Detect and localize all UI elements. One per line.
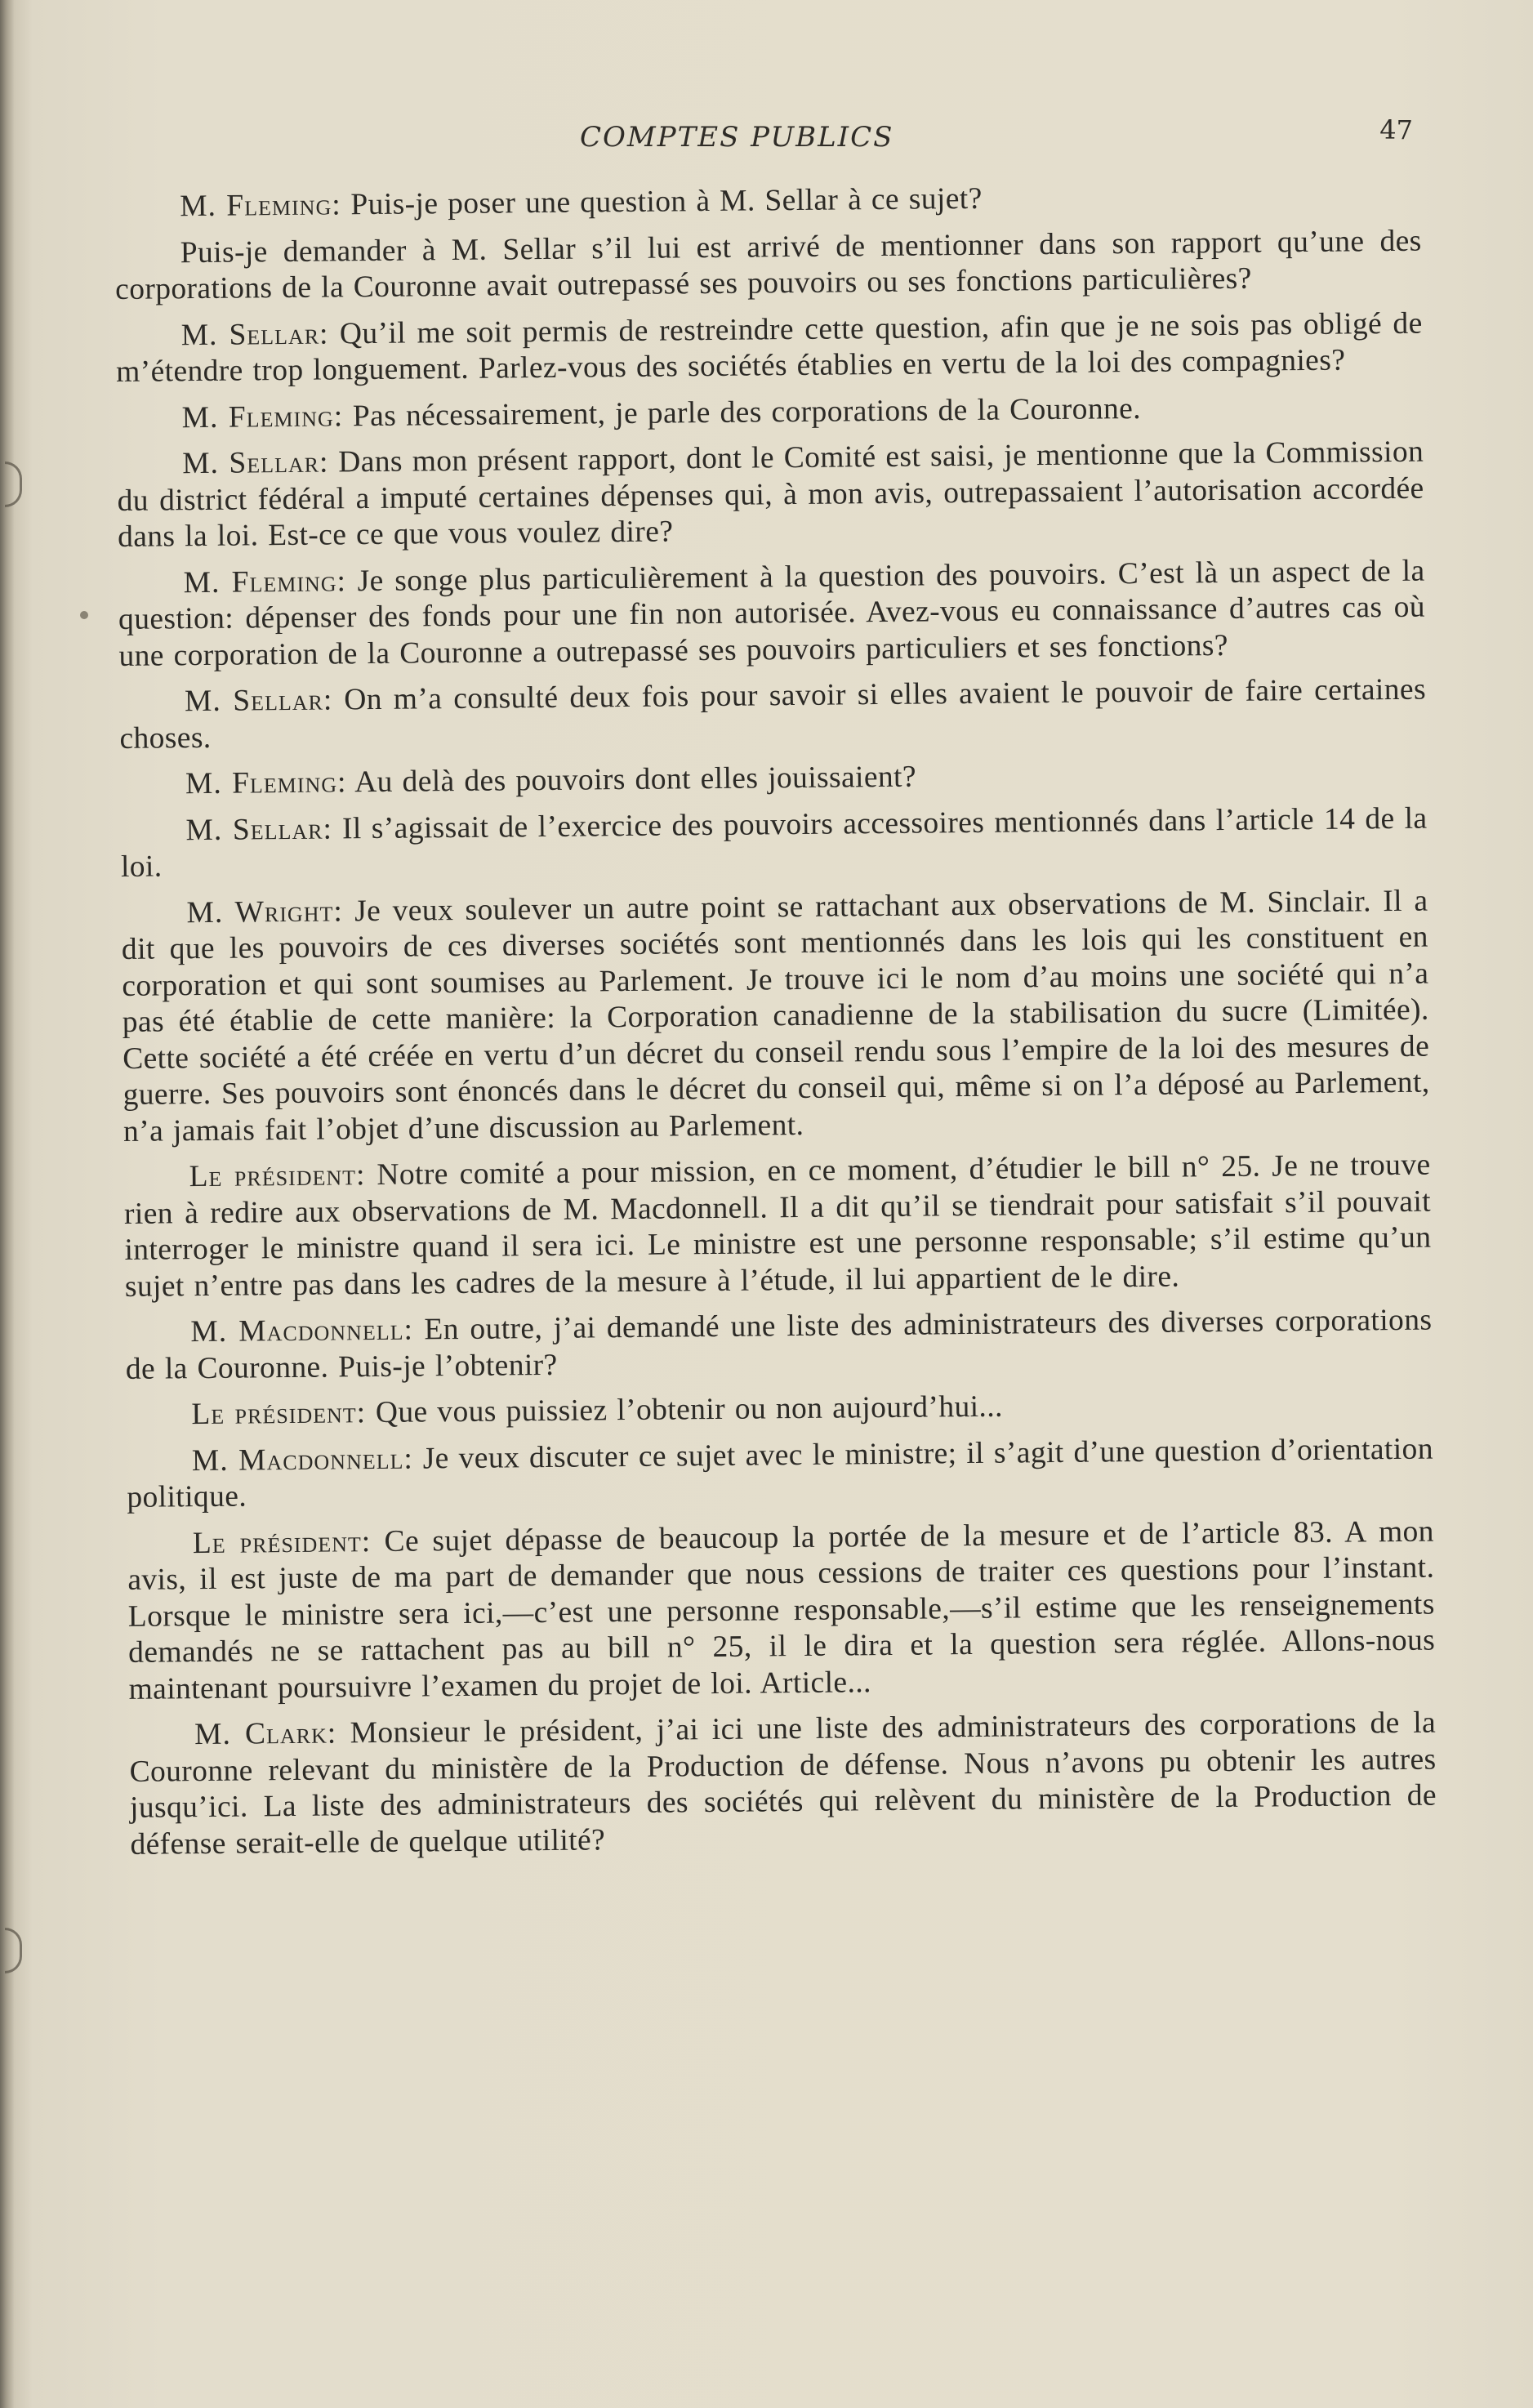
speaker-name: M. Sellar: (180, 316, 329, 352)
paragraph (119, 672, 1427, 757)
paper-speck (80, 611, 88, 619)
paragraph-text: Qu’il me soit permis de restreindre cette question, afin que je ne sois pas obligé de m’étendre trop longuement. Parlez-vous des sociétés établies en vertu de la loi des compagnies? (115, 306, 1423, 389)
paragraph-text: Dans mon présent rapport, dont le Comité est saisi, je mentionne que la Commission du district fédéral a imputé certaines dépenses qui, à mon avis, outrepassaient l’autorisation accordée dans la loi. Est-ce ce que vous voulez dire? (117, 435, 1424, 554)
speaker-name: M. Sellar: (185, 811, 333, 847)
paragraph (129, 1706, 1437, 1863)
paragraph-text: Monsieur le président, j’ai ici une liste des administrateurs des corporations de la Couronne relevant du ministère de la Production de défense. Nous n’avons pu obtenir les autres jusqu’ici. La liste des administrateurs des sociétés qui relèvent du ministère de la Production de défense serait-elle de quelque utilité? (129, 1706, 1437, 1862)
speaker-name: Le président: (192, 1524, 372, 1560)
transcript-body (114, 177, 1437, 1873)
page-number: 47 (1379, 114, 1413, 145)
speaker-name: M. Fleming: (181, 399, 344, 435)
paragraph-text: Je veux discuter ce sujet avec le ministre; il s’agit d’une question d’orientation politique. (127, 1432, 1434, 1514)
speaker-name: M. Macdonnell: (190, 1313, 414, 1349)
speaker-name: Le président: (189, 1158, 366, 1194)
paragraph-text: Notre comité a pour mission, en ce moment, d’étudier le bill n° 25. Je ne trouve rien à redire aux observations de M. Macdonnell. Il a dit qu’il se tiendrait pour satisfait s’il pouvait interroger le ministre quand il sera ici. Le ministre est une personne responsable; s’il estime qu’un sujet n’entre pas dans les cadres de la mesure à l’étude, il lui appartient de le dire. (123, 1148, 1432, 1304)
speaker-name: Le président: (191, 1396, 367, 1432)
speaker-name: M. Fleming: (185, 765, 347, 801)
paragraph-text: Au delà des pouvoirs dont elles jouissaient? (346, 760, 917, 800)
paragraph-text: Je veux soulever un autre point se rattachant aux observations de M. Sinclair. Il a dit que les pouvoirs de ces diverses sociétés sont mentionnés dans les lois qui les constituent en corporation et qui sont soumises au Parlement. Je trouve ici le nom d’au moins une société qui n’a pas été établie de cette manière: la Corporation canadienne de la stabilisation du sucre (Limitée). Cette société a été créée en vertu d’un décret du conseil rendu sous l’empire de la loi des mesures de guerre. Ses pouvoirs sont énoncés dans le décret du conseil qui, même si on l’a déposé au Parlement, n’a jamais fait l’objet d’une discussion au Parlement. (121, 884, 1430, 1148)
paragraph-text: Que vous puissiez l’obtenir ou non aujourd’hui... (365, 1389, 1003, 1430)
paragraph (114, 177, 1421, 226)
paragraph (115, 223, 1423, 308)
running-title: COMPTES PUBLICS (580, 121, 894, 154)
paragraph (120, 800, 1428, 885)
binding-ring-mark (5, 1928, 22, 1973)
speaker-name: M. Fleming: (180, 188, 341, 224)
paragraph-text: Puis-je demander à M. Sellar s’il lui est arrivé de mentionner dans son rapport qu’une des corporations de la Couronne avait outrepassé ses pouvoirs ou ses fonctions particulières? (114, 224, 1422, 306)
speaker-name: M. Fleming: (183, 564, 347, 600)
paragraph (118, 553, 1425, 675)
page-header (114, 114, 1413, 163)
speaker-name: M. Macdonnell: (191, 1442, 413, 1478)
speaker-name: M. Sellar: (184, 683, 333, 719)
speaker-name: M. Clark: (194, 1716, 337, 1752)
paragraph-text: Je songe plus particulièrement à la question des pouvoirs. C’est là un aspect de la question: dépenser des fonds pour une fin non autorisée. Avez-vous eu connaissance d’autres cas où une corporation de la Couronne a outrepassé ses pouvoirs particuliers et ses fonctions? (118, 554, 1426, 673)
paragraph (126, 1385, 1433, 1434)
paragraph (120, 755, 1427, 804)
speaker-name: M. Wright: (186, 894, 343, 930)
paragraph-text: Il s’agissait de l’exercice des pouvoirs accessoires mentionnés dans l’article 14 de la loi. (120, 801, 1428, 884)
paragraph-text: Puis-je poser une question à M. Sellar à ce sujet? (341, 181, 983, 222)
paragraph-text: Pas nécessairement, je parle des corporations de la Couronne. (342, 391, 1142, 433)
paragraph (117, 435, 1424, 556)
paragraph (127, 1431, 1434, 1516)
paragraph-text: Ce sujet dépasse de beaucoup la portée de la mesure et de l’article 83. A mon avis, il est juste de ma part de demander que nous cessions de traiter ces questions pour l’instant. Lorsque le ministre sera ici,—c’est une personne responsable,—s’il estime que les renseignements demandés ne se rattachent pas au bill n° 25, il le dira et la question sera réglée. Allons-nous maintenant poursuivre l’examen du projet de loi. Article... (127, 1514, 1436, 1706)
paragraph (127, 1514, 1436, 1708)
binding-ring-mark (5, 462, 22, 507)
paragraph (123, 1148, 1432, 1305)
paragraph (121, 883, 1430, 1150)
paragraph (116, 305, 1424, 390)
paragraph (116, 388, 1423, 437)
paragraph (125, 1303, 1433, 1388)
speaker-name: M. Sellar: (182, 445, 329, 481)
paragraph-text: On m’a consulté deux fois pour savoir si elles avaient le pouvoir de faire certaines choses. (119, 672, 1427, 756)
paragraph-text: En outre, j’ai demandé une liste des administrateurs des diverses corporations de la Couronne. Puis-je l’obtenir? (125, 1303, 1433, 1386)
